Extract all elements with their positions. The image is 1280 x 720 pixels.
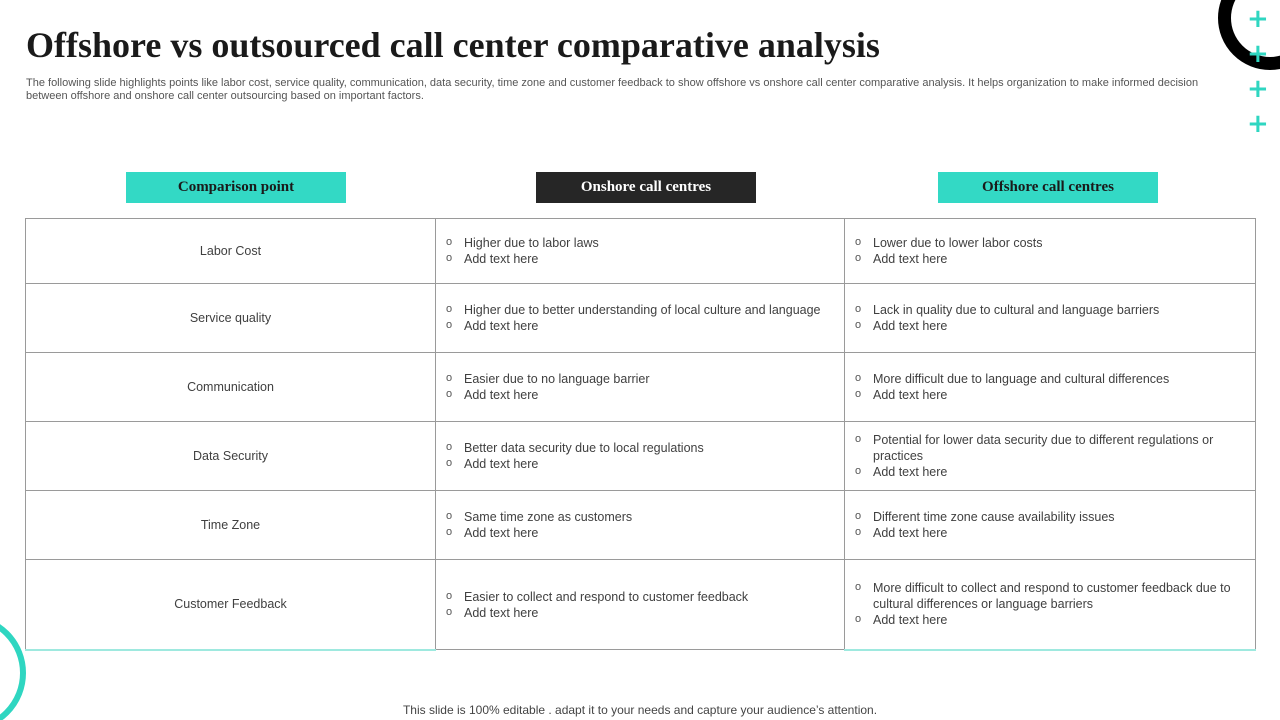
offshore-bullet-list [855, 432, 1245, 480]
onshore-bullet-list [446, 371, 834, 403]
onshore-cell [436, 284, 845, 353]
comparison-point-cell: Service quality [26, 284, 436, 353]
onshore-cell [436, 491, 845, 560]
bullet-item: o Add text here [446, 251, 834, 267]
table-row [26, 491, 1256, 560]
bullet-item: o Add text here [446, 387, 834, 403]
bullet-item: o Different time zone cause availability issues [855, 509, 1245, 525]
onshore-cell [436, 560, 845, 650]
slide-title: Offshore vs outsourced call center comparative analysis [26, 25, 880, 65]
bullet-item: o Add text here [855, 525, 1245, 541]
header-comparison-point: Comparison point [126, 172, 346, 203]
bullet-item: o More difficult due to language and cultural differences [855, 371, 1245, 387]
onshore-cell [436, 353, 845, 422]
header-offshore: Offshore call centres [938, 172, 1158, 203]
bullet-item: o Add text here [446, 456, 834, 472]
slide-subtitle: The following slide highlights points like labor cost, service quality, communication, data security, time zone and customer feedback to show offshore vs onshore call center comparative analysis. It helps organization to make informed decision between offshore and onshore call center outsourcing based on important factors. [26, 77, 1199, 102]
bullet-item: o Same time zone as customers [446, 509, 834, 525]
onshore-bullet-list [446, 440, 834, 472]
bullet-item: o Add text here [855, 387, 1245, 403]
offshore-cell [845, 284, 1256, 353]
comparison-point-cell: Customer Feedback [26, 560, 436, 650]
bullet-item: o Add text here [855, 318, 1245, 334]
bullet-item: o Lower due to lower labor costs [855, 235, 1245, 251]
slide-footer: This slide is 100% editable . adapt it to your needs and capture your audience’s attention. [402, 703, 878, 717]
onshore-bullet-list [446, 509, 834, 541]
plus-icon: + [1247, 4, 1269, 34]
bullet-item: o Easier due to no language barrier [446, 371, 834, 387]
bullet-item: o Lack in quality due to cultural and language barriers [855, 302, 1245, 318]
onshore-bullet-list [446, 589, 834, 621]
offshore-cell [845, 219, 1256, 284]
bullet-item: o Add text here [446, 318, 834, 334]
bullet-item: o Add text here [855, 464, 1245, 480]
bullet-item: o Easier to collect and respond to customer feedback [446, 589, 834, 605]
offshore-cell [845, 491, 1256, 560]
bullet-item: o More difficult to collect and respond to customer feedback due to cultural differences or language barriers [855, 580, 1245, 612]
table-row [26, 353, 1256, 422]
table-row [26, 422, 1256, 491]
offshore-bullet-list [855, 371, 1245, 403]
offshore-bullet-list [855, 580, 1245, 628]
offshore-bullet-list [855, 302, 1245, 334]
bullet-item: o Add text here [855, 251, 1245, 267]
bullet-item: o Higher due to better understanding of local culture and language [446, 302, 834, 318]
offshore-cell [845, 560, 1256, 650]
table-row [26, 219, 1256, 284]
plus-icon: + [1247, 109, 1269, 139]
comparison-table [25, 218, 1256, 651]
offshore-bullet-list [855, 509, 1245, 541]
offshore-bullet-list [855, 235, 1245, 267]
bullet-item: o Add text here [855, 612, 1245, 628]
bullet-item: o Potential for lower data security due to different regulations or practices [855, 432, 1245, 464]
comparison-point-cell: Data Security [26, 422, 436, 491]
table-row [26, 560, 1256, 650]
bullet-item: o Add text here [446, 525, 834, 541]
plus-icon: + [1247, 39, 1269, 69]
comparison-point-cell: Labor Cost [26, 219, 436, 284]
table-row [26, 284, 1256, 353]
comparison-point-cell: Communication [26, 353, 436, 422]
onshore-bullet-list [446, 302, 834, 334]
onshore-cell [436, 219, 845, 284]
comparison-point-cell: Time Zone [26, 491, 436, 560]
bullet-item: o Higher due to labor laws [446, 235, 834, 251]
bullet-item: o Add text here [446, 605, 834, 621]
header-onshore: Onshore call centres [536, 172, 756, 203]
onshore-bullet-list [446, 235, 834, 267]
offshore-cell [845, 353, 1256, 422]
onshore-cell [436, 422, 845, 491]
bullet-item: o Better data security due to local regulations [446, 440, 834, 456]
offshore-cell [845, 422, 1256, 491]
plus-icon: + [1247, 74, 1269, 104]
